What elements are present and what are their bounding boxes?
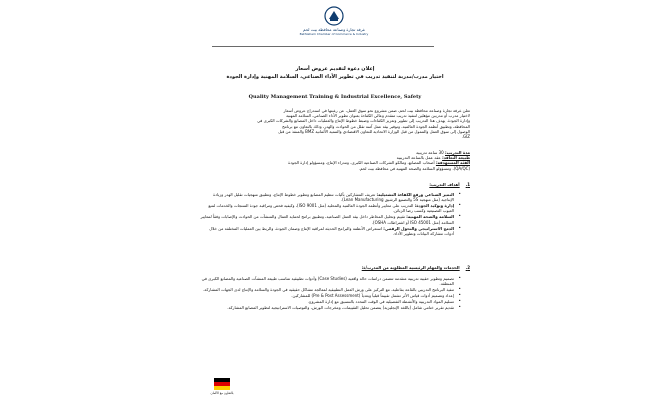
objective-text: التدريب على معايير وأنظمة الجودة العالمية والمحلية (مثل ISO 9001)، وكيفية فحص ومراقبة جودة المنتجات والخدمات لمنع العيوب التصنيعية وكسب رضا الزبائن. xyxy=(208,203,454,214)
chamber-crest-icon xyxy=(320,5,348,27)
objective-text: استعراض الأنظمة والبرامج الحديثة لمراقبة الإنتاج وضمان الجودة، والربط بين العمليات المختلفة من خلال أدوات مشاركة البيانات وتطوير الأداء. xyxy=(209,225,454,236)
contract-value: عقد عمل بالساعة التدريبية xyxy=(396,155,441,161)
objective-bold: السلامة والصحة المهنية: xyxy=(406,214,454,220)
list-item xyxy=(200,203,462,213)
german-flag-icon xyxy=(214,378,230,390)
duration-value: 30 ساعة تدريبية xyxy=(416,150,444,155)
target-value: أصحاب المصانع، ومالكو الشركات الصناعية الكبرى، ومدراء الإنتاج، ومسؤولو إدارة الجودة xyxy=(288,160,435,166)
german-cooperation-caption: بالتعاون مع الألمان xyxy=(210,391,234,395)
header-divider xyxy=(212,46,434,47)
intro-line: الوصول إلى سوق العمل والممول من قبل الوزارة الاتحادية للتعاون الاقتصادي والتنمية الألمانية BMZ والمنفذ من قبل xyxy=(278,128,470,134)
list-item xyxy=(200,226,462,236)
objective-bold: الدمج الاستراتيجي والتحول الرقمي: xyxy=(383,225,454,231)
section-2-title: الخدمات والمهام الرئيسية المطلوبة من المدرب/ة: xyxy=(361,265,460,270)
logo-english-name: Bethlehem Chamber of Commerce & Industry xyxy=(299,32,369,36)
duration-label: مدة التدريب: xyxy=(445,150,470,155)
intro-line: لاختيار مدرب أو مدربين مؤهلين لتنفيذ تدريب متقدم وعالي الكفاءة بعنوان تطوير الأداء الصناعي، السلامة المهنية xyxy=(286,113,470,119)
english-title: Quality Management Training & Industrial Excellence, Safety xyxy=(248,94,422,100)
german-cooperation-logo xyxy=(209,378,235,404)
section-1-title: أهداف التدريب: xyxy=(429,182,460,187)
objective-text: تقييم وتحليل المخاطر داخل بيئة العمل الصناعية، وتطبيق برامج لحماية العمال والمنشآت من الحوادث والإصابات وفقاً لمعايير السلامة (مثل ISO 45001 أو اشتراطات OSHA). xyxy=(200,214,454,225)
section-2-number: 2. xyxy=(465,265,470,270)
list-item xyxy=(200,192,462,202)
intro-line: تعلن غرفة تجارة وصناعة محافظة بيت لحم، ضمن مشروع نحو سوق العمل، عن رغبتها في استدراج عروض أسعار xyxy=(283,108,470,113)
flag-stripe xyxy=(214,386,230,390)
list-item xyxy=(200,214,462,224)
list-item: • تسليم المواد التدريبية والأنشطة التفصيلية في الوقت المحدد بالتنسيق مع إدارة المشروع. xyxy=(200,299,462,304)
training-details xyxy=(200,150,470,171)
objective-bold: إدارة وتوكيد الجودة: xyxy=(414,203,454,209)
list-item: • تنفيذ البرنامج التدريبي بالقاعة بفاعلية، مع التركيز على ورش العمل التطبيقية لمعالجة مشاكل حقيقية في الجودة والسلامة والإنتاج لدى الجهات المشاركة. xyxy=(200,287,462,292)
intro-paragraph xyxy=(200,108,470,139)
target-row-continued: (QA/QC)، ومسؤولو السلامة والصحة المهنية في محافظة بيت لحم. xyxy=(358,165,470,171)
announcement-subtitle: اختيار مدرب/مدربة لتنفيذ تدريب في تطوير الأداء الصناعي، السلامة المهنية وإدارة الجودة xyxy=(226,74,444,80)
objective-bold: التميز الصناعي ورفع الكفاءة التشغيلية: xyxy=(376,192,454,197)
objective-text: تعريف المشاركين بآليات تنظيم المصانع وتطوير خطوط الإنتاج، وتطبيق منهجيات تقليل الهدر وزيادة الإنتاجية (مثل منهجية 5S والتصنيع الرشيق Lean Manufacturing). xyxy=(213,192,454,203)
chamber-logo xyxy=(278,5,390,45)
section-1-heading xyxy=(200,182,470,187)
list-item: • إعداد وتصميم أدوات قياس الأثر تشمل تقييماً قبلياً وبعدياً (Pre & Post Assessment) للمشاركين. xyxy=(200,293,462,298)
list-item: • تقديم تقرير ختامي شامل (باللغة الإنجليزية) يتضمن تحليل التقييمات، ومخرجات الورش، والتوصيات الاستراتيجية لتطوير المصانع المشاركة. xyxy=(200,305,462,310)
announcement-title: إعلان دعوة لتقديم عروض أسعار xyxy=(295,66,375,72)
objectives-list xyxy=(200,192,462,237)
target-label: الفئة المستهدفة: xyxy=(435,160,470,166)
list-item: • تصميم وتطوير حقيبة تدريبية متقدمة تتضمن دراسات حالة واقعية (Case Studies) وأدوات تطبيقية تتناسب طبيعة المنشآت الصناعية والمصانع الكبرى في المنطقة. xyxy=(200,276,462,286)
logo-arabic-name: غرفة تجارة وصناعة محافظة بيت لحم xyxy=(303,27,365,32)
intro-line: المحافظة، وتطبيق أنظمة الجودة العالمية، وتوفير بيئة عمل آمنة تقلل من الحوادث والهدر، وذلك بالتعاون مع برنامج xyxy=(282,123,470,129)
section-2-heading xyxy=(200,265,470,270)
intro-line: GIZ. xyxy=(461,134,470,140)
services-list xyxy=(200,276,462,311)
intro-line: وإدارة الجودة. يهدف هذا التدريب إلى تطوير وتعزيز الكفاءات وضبط خطوط الإنتاج والعمليات داخل المصانع والشركات الكبرى في xyxy=(257,118,470,124)
contract-label: طبيعة التعاقد: xyxy=(442,155,470,161)
section-1-number: 1. xyxy=(465,182,470,187)
